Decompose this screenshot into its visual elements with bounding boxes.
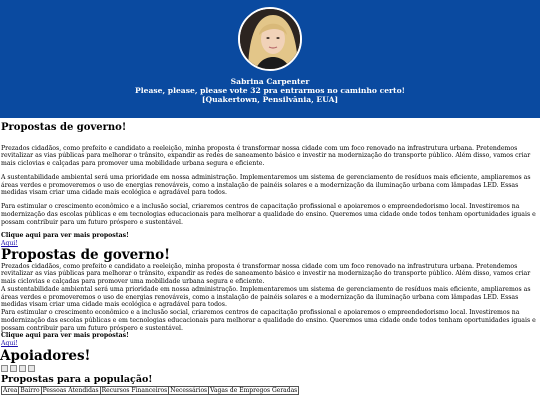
column-header: Area [3, 386, 18, 394]
proposal-paragraph: A sustentabilidade ambiental será uma prioridade em nossa administração. Implementaremos um sistema de gerenciamento de resíduos mais eficiente, ampliaremos as áreas verdes e promoveremos o uso de energias renováveis, como a instalação de painéis solares e a modernização da iluminação urbana com lâmpadas LED. Essas medidas visam criar uma cidade mais ecológica e agradável para todos. [1, 173, 531, 197]
candidate-location: [Quakertown, Pensilvânia, EUA] [201, 95, 339, 105]
broken-image-icon [19, 365, 26, 372]
proposal-paragraph: Para estimular o crescimento econômico e a inclusão social, criaremos centros de capacitação profissional e apoiaremos o empreendedorismo local. Investiremos na modernização das escolas públicas e em tecnologias educacionais para melhorar a qualidade do ensino. Queremos uma cidade onde todos tenham oportunidades iguais e possam contribuir para um futuro próspero e sustentável. [1, 309, 536, 332]
candidate-name: Sabrina Carpenter [230, 77, 310, 86]
column-header: Vagas de Empregos Geradas [210, 386, 298, 394]
population-proposals-table [1, 386, 299, 396]
broken-image-icon [1, 365, 8, 372]
broken-image-icon [10, 365, 17, 372]
more-proposals-text: Clique aqui para ver mais propostas! [1, 332, 129, 340]
proposal-paragraph: A sustentabilidade ambiental será uma prioridade em nossa administração. Implementaremos um sistema de gerenciamento de resíduos mais eficiente, ampliaremos as áreas verdes e promoveremos o uso de energias renováveis, como a instalação de painéis solares e a modernização da iluminação urbana com lâmpadas LED. Essas medidas visam criar uma cidade mais ecológica e agradável para todos. [1, 285, 531, 309]
population-proposals-heading: Propostas para a população! [1, 374, 153, 386]
supporters-heading: Apoiadores! [0, 347, 91, 364]
column-header: Bairro [20, 386, 40, 394]
campaign-slogan: Please, please, please vote 32 pra entrarmos no caminho certo! [135, 86, 405, 96]
broken-image-icon [28, 365, 35, 372]
candidate-photo [240, 9, 302, 71]
column-header: Necessários [170, 386, 208, 394]
section-heading: Propostas de governo! [1, 122, 127, 133]
candidate-header [0, 0, 540, 118]
column-header: Recursos Financeiros [101, 386, 168, 394]
supporter-images [1, 365, 540, 372]
proposals-section-1 [0, 122, 540, 248]
column-header: Pessoas Atendidas [42, 386, 99, 394]
proposal-paragraph: Prezados cidadãos, como prefeito e candidato a reeleição, minha proposta é transformar nossa cidade com um foco renovado na infrastrutura urbana. Pretendemos revitalizar as vias públicas para melhorar o trânsito, expandir as redes de saneamento básico e investir na modernização do transporte público. Além disso, vamos criar mais ciclovias e calçadas para promover uma mobilidade urbana segura e eficiente. [1, 144, 531, 167]
proposals-section-2 [0, 248, 540, 348]
proposal-paragraph: Para estimular o crescimento econômico e a inclusão social, criaremos centros de capacitação profissional e apoiaremos o empreendedorismo local. Investiremos na modernização das escolas públicas e em tecnologias educacionais para melhorar a qualidade do ensino. Queremos uma cidade onde todos tenham oportunidades iguais e possam contribuir para um futuro próspero e sustentável. [1, 203, 536, 226]
more-proposals-text: Clique aqui para ver mais propostas! [1, 232, 129, 240]
more-proposals-link[interactable]: Aqui! [1, 240, 18, 247]
proposal-paragraph: Prezados cidadãos, como prefeito e candidato a reeleição, minha proposta é transformar nossa cidade com um foco renovado na infrastrutura urbana. Pretendemos revitalizar as vias públicas para melhorar o trânsito, expandir as redes de saneamento básico e investir na modernização do transporte público. Além disso, vamos criar mais ciclovias e calçadas para promover uma mobilidade urbana segura e eficiente. [1, 262, 531, 286]
more-proposals-link[interactable]: Aqui! [1, 340, 18, 348]
table-header-row [2, 386, 299, 395]
section-heading: Propostas de governo! [1, 246, 171, 263]
candidate-avatar [238, 7, 302, 71]
